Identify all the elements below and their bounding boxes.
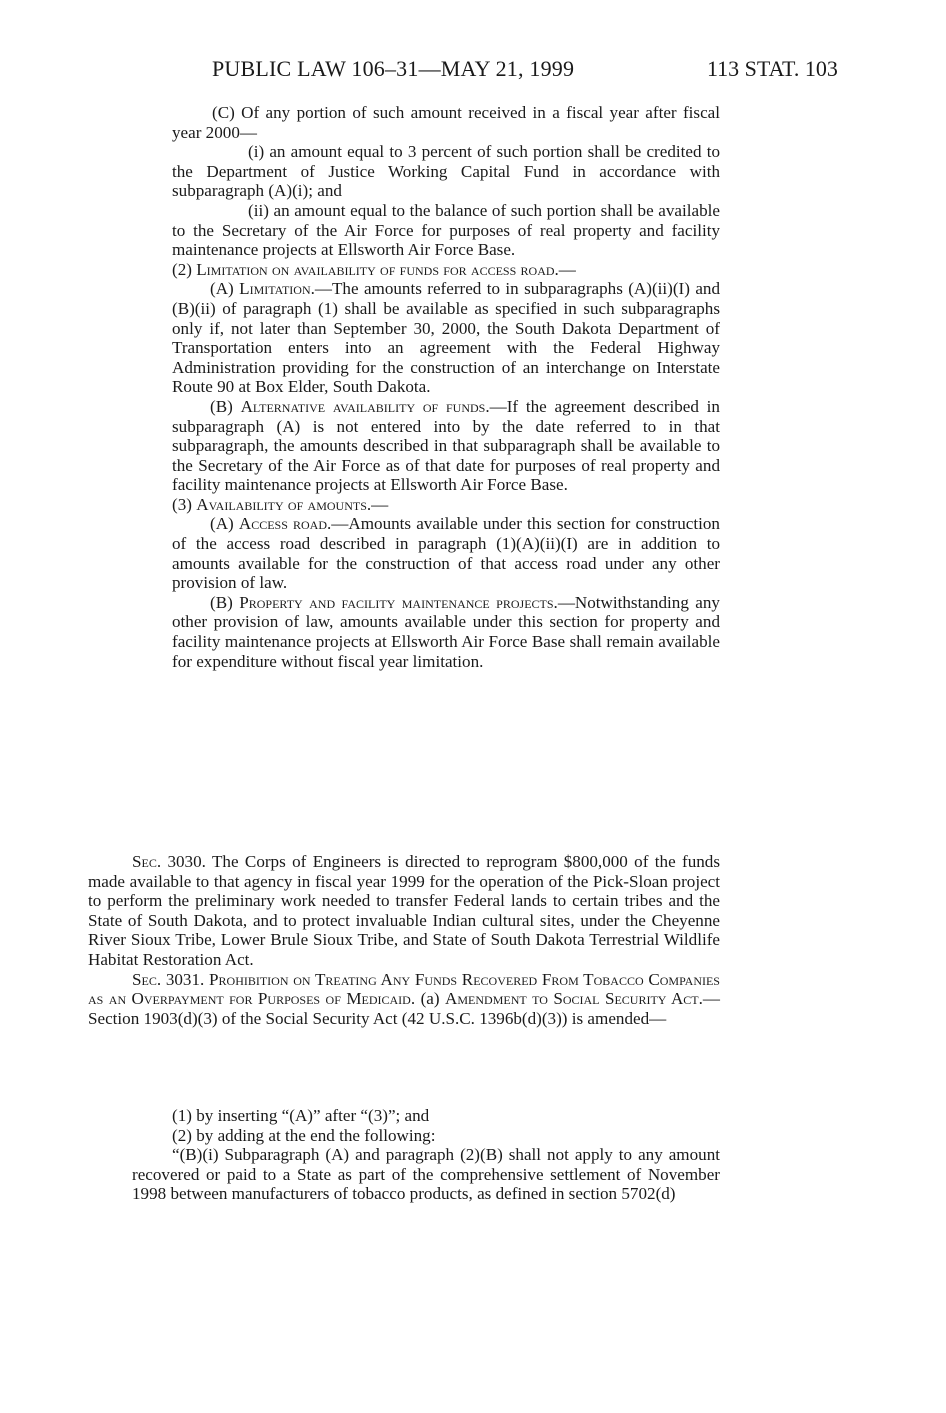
- paragraph-2-a-number: (A): [210, 279, 234, 299]
- paragraph-3-a-heading: Access road.: [238, 514, 332, 534]
- upper-text-block: [132, 103, 720, 671]
- section-3031-text: —Section 1903(d)(3) of the Social Security Act (42 U.S.C. 1396b(d)(3)) is amended—: [88, 989, 720, 1028]
- section-3031-subheading: Amendment to Social Security Act.: [445, 989, 703, 1009]
- section-3031-heading: Prohibition on Treating Any Funds Recovered From Tobacco Companies as an Overpayment for Purposes of Medicaid.: [88, 969, 720, 1009]
- section-3030-label: Sec. 3030.: [132, 852, 206, 871]
- paragraph-3-a-number: (A): [210, 514, 234, 534]
- paragraph-2-b-text: —If the agreement described in subparagraph (A) is not entered into by the date referred to in that subparagraph, the amounts described in that subparagraph shall be available to the Secretary of the Air Force as of that date for purposes of real property and facility maintenance projects at Ellsworth Air Force Base.: [172, 396, 720, 495]
- paragraph-3-heading: Availability of amounts.—: [196, 494, 389, 514]
- amendment-item-2: (2) by adding at the end the following:: [172, 1125, 436, 1145]
- paragraph-3-b-text: —Notwithstanding any other provision of law, amounts available under this section for property and facility maintenance projects at Ellsworth Air Force Base shall remain available for expenditure without fiscal year limitation.: [172, 592, 720, 671]
- paragraph-3-a: [132, 514, 720, 592]
- paragraph-2-a-heading: Limitation.: [239, 279, 315, 299]
- paragraph-c-i: (i) an amount equal to 3 percent of such portion shall be credited to the Department of Justice Working Capital Fund in accordance with subparagraph (A)(i); and: [172, 142, 720, 201]
- paragraph-2-a-text: —The amounts referred to in subparagraphs (A)(ii)(I) and (B)(ii) of paragraph (1) shall be available as specified in such subparagraphs only if, not later than September 30, 2000, the South Dakota Department of Transportation enters into an agreement with the Federal Highway Administration providing for the construction of an interchange on Interstate Route 90 at Box Elder, South Dakota.: [172, 279, 721, 397]
- paragraph-2-b-heading: Alternative availability of funds.: [240, 396, 490, 416]
- paragraph-3-number: (3): [172, 494, 192, 514]
- amendment-item-1: (1) by inserting “(A)” after “(3)”; and: [172, 1106, 430, 1125]
- running-header: [0, 56, 946, 84]
- paragraph-2-number: (2): [172, 259, 192, 279]
- inserted-text: “(B)(i) Subparagraph (A) and paragraph (2)(B) shall not apply to any amount recovered or paid to a State as part of the comprehensive settlement of November 1998 between manufacturers of tobacco products, as defined in section 5702(d): [132, 1145, 720, 1204]
- section-3030: [88, 852, 720, 970]
- paragraph-2-b-number: (B): [210, 396, 233, 416]
- section-3031-label: Sec. 3031.: [132, 969, 205, 989]
- paragraph-2-heading: Limitation on availability of funds for access road.—: [196, 259, 576, 279]
- header-title: PUBLIC LAW 106–31—MAY 21, 1999: [212, 56, 575, 81]
- paragraph-3-b-heading: Property and facility maintenance projects.: [239, 592, 558, 612]
- paragraph-3: [132, 495, 720, 515]
- paragraph-2-b: [132, 397, 720, 495]
- statute-page-number: 113 STAT. 103: [707, 56, 838, 81]
- section-3030-text: The Corps of Engineers is directed to reprogram $800,000 of the funds made available to that agency in fiscal year 1999 for the operation of the Pick-Sloan project to perform the preliminary work needed to transfer Federal lands to certain tribes and the State of South Dakota, and to protect invaluable Indian cultural sites, under the Cheyenne River Sioux Tribe, Lower Brule Sioux Tribe, and State of South Dakota Terrestrial Wildlife Habitat Restoration Act.: [88, 852, 720, 969]
- section-block: [88, 852, 720, 1028]
- paragraph-c-ii: (ii) an amount equal to the balance of such portion shall be available to the Secretary of the Air Force for purposes of real property and facility maintenance projects at Ellsworth Air Force Base.: [172, 200, 720, 260]
- amendment-block: [132, 1106, 720, 1204]
- paragraph-2-a: [132, 279, 720, 397]
- paragraph-3-a-text: —Amounts available under this section for construction of the access road described in paragraph (1)(A)(ii)(I) are in addition to amounts available for the construction of that access road under any other provision of law.: [172, 514, 720, 593]
- paragraph-3-b: [132, 593, 720, 671]
- section-3031: [88, 970, 720, 1029]
- section-3031-subsection: (a): [420, 989, 440, 1009]
- paragraph-3-b-number: (B): [210, 592, 233, 612]
- paragraph-c: (C) Of any portion of such amount received in a fiscal year after fiscal year 2000—: [172, 103, 720, 142]
- paragraph-2: [132, 260, 720, 280]
